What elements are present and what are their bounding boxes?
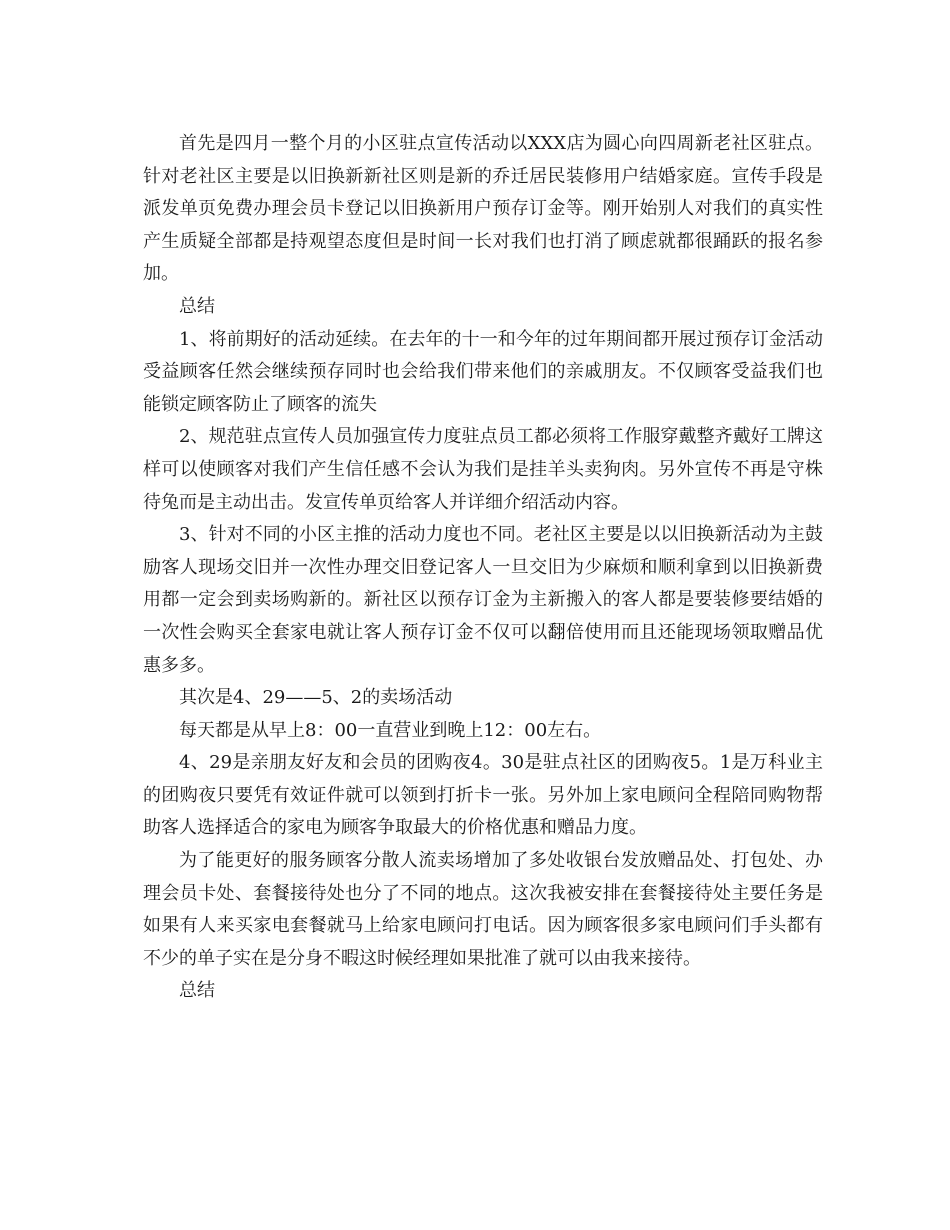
paragraph-summary-item-2: 2、规范驻点宣传人员加强宣传力度驻点员工都必须将工作服穿戴整齐戴好工牌这样可以使顾客对我们产生信任感不会认为我们是挂羊头卖狗肉。另外宣传不再是守株待兔而是主动出击。发宣传单页给客人并详细介绍活动内容。 bbox=[143, 426, 823, 513]
paragraph-service-arrangement: 为了能更好的服务顾客分散人流卖场增加了多处收银台发放赠品处、打包处、办理会员卡处、套餐接待处也分了不同的地点。这次我被安排在套餐接待处主要任务是如果有人来买家电套餐就马上给家电顾问打电话。因为顾客很多家电顾问们手头都有不少的单子实在是分身不暇这时候经理如果批准了就可以由我来接待。 bbox=[143, 850, 823, 969]
heading-summary: 总结 bbox=[179, 295, 215, 317]
paragraph-business-hours: 每天都是从早上8：00一直营业到晚上12：00左右。 bbox=[179, 719, 602, 741]
paragraph-store-event-intro: 其次是4、29——5、2的卖场活动 bbox=[179, 687, 453, 709]
paragraph-summary-item-1: 1、将前期好的活动延续。在去年的十一和今年的过年期间都开展过预存订金活动受益顾客任然会继续预存同时也会给我们带来他们的亲戚朋友。不仅顾客受益我们也能锁定顾客防止了顾客的流失 bbox=[143, 328, 823, 415]
heading-summary-2: 总结 bbox=[179, 980, 215, 1002]
document-body bbox=[143, 128, 823, 1008]
paragraph-group-buy-nights: 4、29是亲朋友好友和会员的团购夜4。30是驻点社区的团购夜5。1是万科业主的团购夜只要凭有效证件就可以领到打折卡一张。另外加上家电顾问全程陪同购物帮助客人选择适合的家电为顾客争取最大的价格优惠和赠品力度。 bbox=[143, 752, 823, 839]
paragraph-summary-item-3: 3、针对不同的小区主推的活动力度也不同。老社区主要是以以旧换新活动为主鼓励客人现场交旧并一次性办理交旧登记客人一旦交旧为少麻烦和顺利拿到以旧换新费用都一定会到卖场购新的。新社区以预存订金为主新搬入的客人都是要装修要结婚的一次性会购买全套家电就让客人预存订金不仅可以翻倍使用而且还能现场领取赠品优惠多多。 bbox=[143, 524, 823, 676]
paragraph-community-promotion: 首先是四月一整个月的小区驻点宣传活动以XXX店为圆心向四周新老社区驻点。针对老社区主要是以旧换新新社区则是新的乔迁居民装修用户结婚家庭。宣传手段是派发单页免费办理会员卡登记以旧换新用户预存订金等。刚开始别人对我们的真实性产生质疑全部都是持观望态度但是时间一长对我们也打消了顾虑就都很踊跃的报名参加。 bbox=[143, 133, 823, 285]
